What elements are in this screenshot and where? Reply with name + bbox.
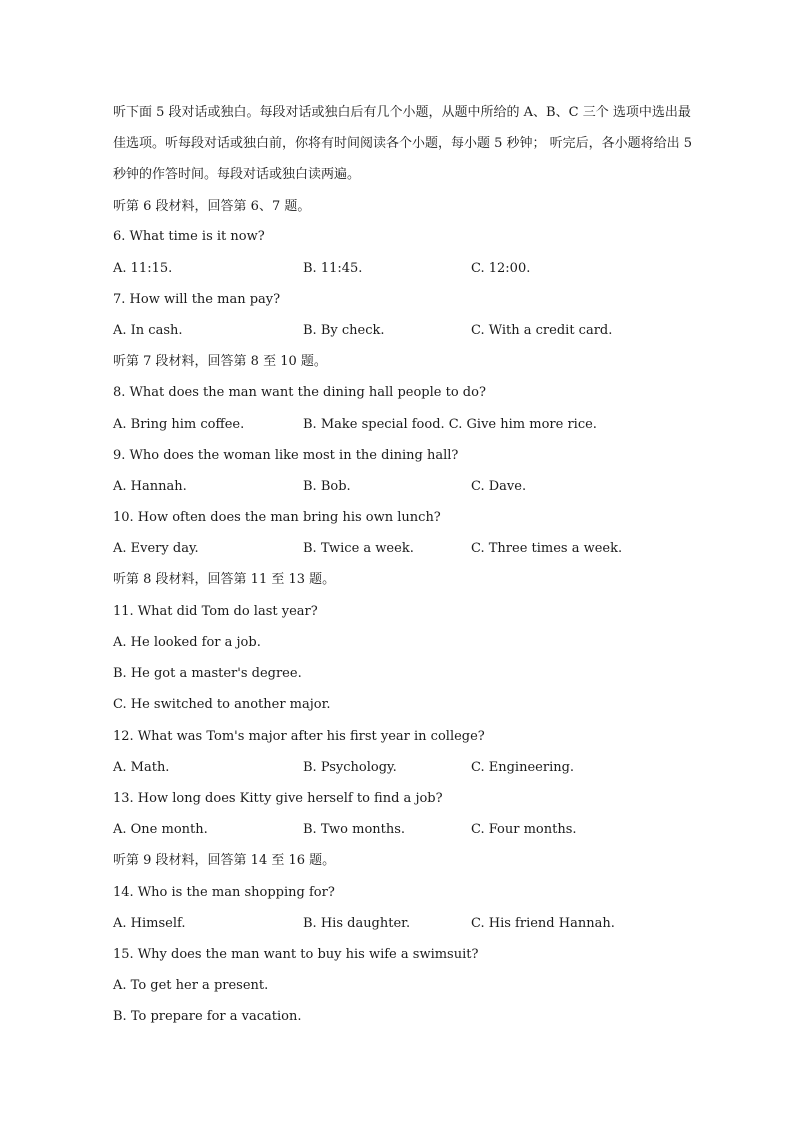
- option-c: C. Dave.: [471, 479, 527, 494]
- option-c: C. With a credit card.: [471, 323, 613, 338]
- option-a: A. Every day.: [113, 541, 199, 556]
- option-b-c: B. Make special food. C. Give him more rice.: [303, 417, 597, 432]
- option-a: A. In cash.: [113, 323, 183, 338]
- intro-paragraph: 听下面 5 段对话或独白。每段对话或独白后有几个小题，从题中所给的 A、B、C 三个 选项中选出最佳选项。听每段对话或独白前，你将有时间阅读各个小题，每小题 5 秒钟； 听完后，各小题将给出 5 秒钟的作答时间。每段对话或独白读两遍。: [113, 105, 693, 182]
- option-a: A. Himself.: [113, 916, 186, 931]
- question-10: 10. How often does the man bring his own lunch?: [113, 510, 441, 525]
- question-14: 14. Who is the man shopping for?: [113, 885, 335, 900]
- option-a: A. 11:15.: [113, 261, 173, 276]
- section-heading-7: 听第 7 段材料，回答第 8 至 10 题。: [113, 354, 327, 369]
- option-b: B. Psychology.: [303, 760, 397, 775]
- question-12: 12. What was Tom's major after his first year in college?: [113, 729, 485, 744]
- section-heading-8: 听第 8 段材料，回答第 11 至 13 题。: [113, 572, 336, 587]
- question-7: 7. How will the man pay?: [113, 292, 281, 307]
- option-c: C. Four months.: [471, 822, 577, 837]
- option-c: C. Three times a week.: [471, 541, 623, 556]
- option-a: A. One month.: [113, 822, 208, 837]
- option-b: B. His daughter.: [303, 916, 411, 931]
- question-15-option-b: B. To prepare for a vacation.: [113, 1009, 302, 1024]
- option-b: B. Bob.: [303, 479, 351, 494]
- question-8: 8. What does the man want the dining hall people to do?: [113, 385, 486, 400]
- question-11-option-b: B. He got a master's degree.: [113, 666, 302, 681]
- question-11-option-c: C. He switched to another major.: [113, 697, 331, 712]
- question-13: 13. How long does Kitty give herself to find a job?: [113, 791, 443, 806]
- option-a: A. Hannah.: [113, 479, 187, 494]
- option-c: C. His friend Hannah.: [471, 916, 615, 931]
- option-b: B. Twice a week.: [303, 541, 414, 556]
- option-c: C. Engineering.: [471, 760, 575, 775]
- question-11-option-a: A. He looked for a job.: [113, 635, 261, 650]
- question-6: 6. What time is it now?: [113, 229, 265, 244]
- option-a: A. Bring him coffee.: [113, 417, 245, 432]
- option-a: A. Math.: [113, 760, 170, 775]
- question-9: 9. Who does the woman like most in the dining hall?: [113, 448, 459, 463]
- option-b: B. By check.: [303, 323, 385, 338]
- option-b: B. Two months.: [303, 822, 406, 837]
- question-15: 15. Why does the man want to buy his wife a swimsuit?: [113, 947, 479, 962]
- option-c: C. 12:00.: [471, 261, 531, 276]
- section-heading-6: 听第 6 段材料，回答第 6、7 题。: [113, 199, 311, 214]
- question-11: 11. What did Tom do last year?: [113, 604, 318, 619]
- section-heading-9: 听第 9 段材料，回答第 14 至 16 题。: [113, 853, 336, 868]
- question-15-option-a: A. To get her a present.: [113, 978, 269, 993]
- option-b: B. 11:45.: [303, 261, 363, 276]
